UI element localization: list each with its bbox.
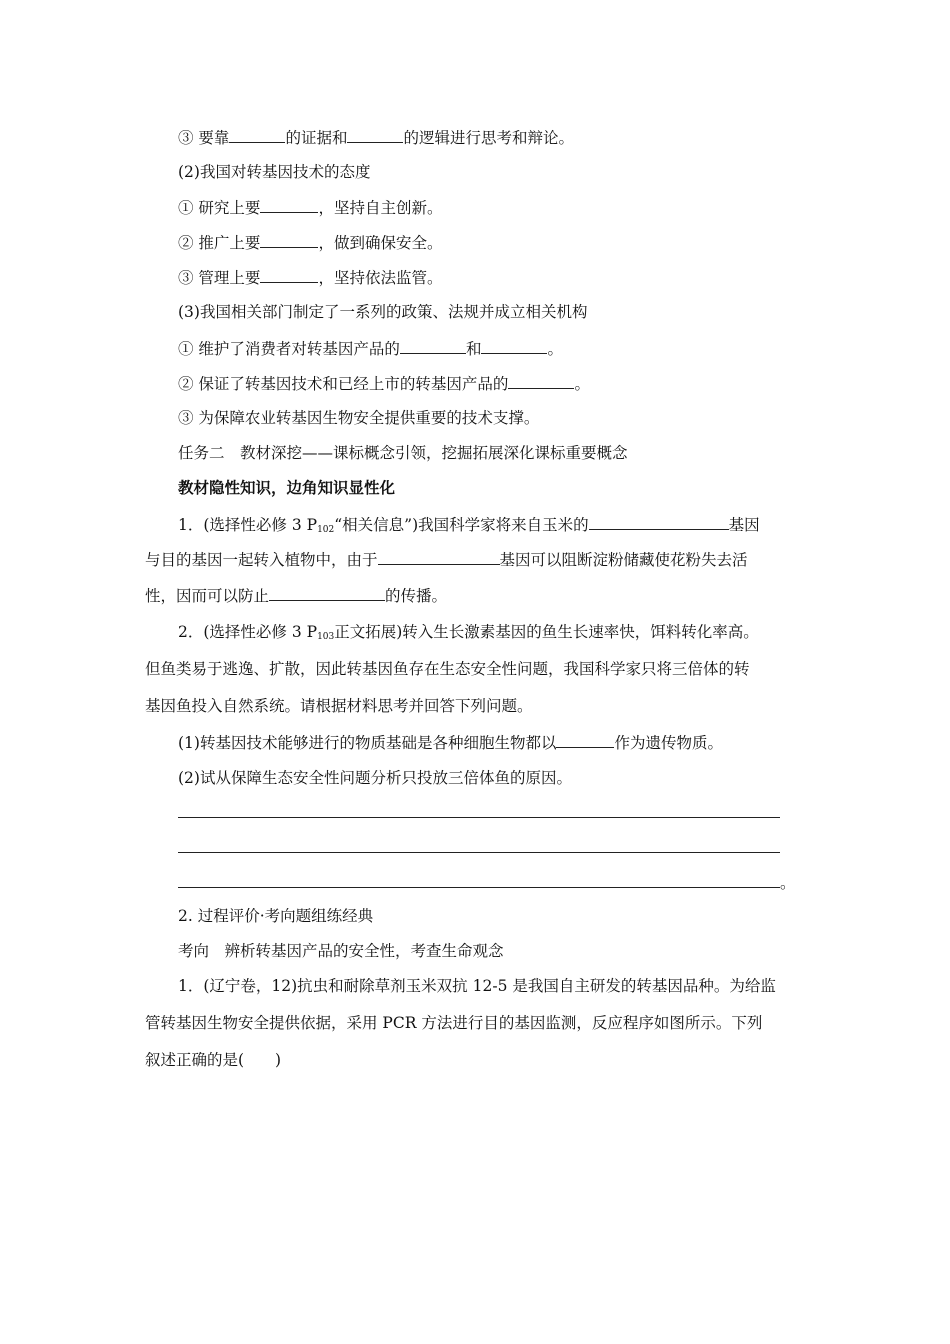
practice-question-line-1: 1．(辽宁卷，12)抗虫和耐除草剂玉米双抗 12-5 是我国自主研发的转基因品种。为给监 — [178, 977, 776, 995]
answer-line — [178, 852, 780, 853]
section-heading: 2. 过程评价·考向题组练经典 — [178, 907, 374, 925]
fill-blank — [260, 197, 318, 213]
text-line: ② 保证了转基因技术和已经上市的转基因产品的 。 — [178, 375, 590, 393]
fill-blank — [556, 732, 614, 748]
fill-blank — [481, 338, 547, 354]
question-2-line-2: 但鱼类易于逃逸、扩散，因此转基因鱼存在生态安全性问题，我国科学家只将三倍体的转 — [145, 660, 750, 678]
text-line: ③ 为保障农业转基因生物安全提供重要的技术支撑。 — [178, 409, 540, 427]
text-line: ① 研究上要 ，坚持自主创新。 — [178, 199, 443, 217]
practice-question-line-3: 叙述正确的是( ) — [145, 1051, 282, 1069]
practice-question-line-2: 管转基因生物安全提供依据，采用 PCR 方法进行目的基因监测，反应程序如图所示。下列 — [145, 1014, 763, 1032]
text-line: ② 推广上要 ，做到确保安全。 — [178, 234, 443, 252]
question-2-sub-2: (2)试从保障生态安全性问题分析只投放三倍体鱼的原因。 — [178, 769, 572, 787]
fill-blank — [347, 127, 403, 143]
topic-heading: 考向 辨析转基因产品的安全性，考查生命观念 — [178, 942, 504, 960]
fill-blank — [269, 585, 385, 601]
fill-blank — [260, 232, 318, 248]
answer-line — [178, 887, 780, 888]
text-line: ③ 要靠 的证据和 的逻辑进行思考和辩论。 — [178, 129, 574, 147]
text-line: (2)我国对转基因技术的态度 — [178, 163, 371, 181]
fill-blank — [589, 514, 729, 530]
question-1-line-3: 性，因而可以防止 的传播。 — [145, 587, 448, 605]
subsection-heading: 教材隐性知识，边角知识显性化 — [178, 478, 396, 497]
fill-blank — [378, 549, 500, 565]
question-2-line-3: 基因鱼投入自然系统。请根据材料思考并回答下列问题。 — [145, 697, 533, 715]
fill-blank — [508, 373, 574, 389]
answer-line — [178, 817, 780, 818]
question-1-line-2: 与目的基因一起转入植物中，由于 基因可以阻断淀粉储藏使花粉失去活 — [145, 551, 748, 569]
text-line: ③ 管理上要 ，坚持依法监管。 — [178, 269, 443, 287]
fill-blank — [260, 267, 318, 283]
fill-blank — [400, 338, 466, 354]
text-line: (3)我国相关部门制定了一系列的政策、法规并成立相关机构 — [178, 303, 588, 321]
section-heading: 任务二 教材深挖——课标概念引领，挖掘拓展深化课标重要概念 — [178, 444, 628, 462]
answer-period: 。 — [780, 874, 796, 892]
fill-blank — [229, 127, 285, 143]
text-line: ① 维护了消费者对转基因产品的 和 。 — [178, 340, 563, 358]
question-2-sub-1: (1)转基因技术能够进行的物质基础是各种细胞生物都以 作为遗传物质。 — [178, 734, 723, 752]
question-2-line-1: 2．(选择性必修 3 $P_{103}$正文拓展)转入生长激素基因的鱼生长速率快，饵料转化率高。 — [178, 623, 759, 642]
question-1-line-1: 1．(选择性必修 3 $P_{102}“$相关信息”)我国科学家将来自玉米的 基因 — [178, 516, 760, 535]
